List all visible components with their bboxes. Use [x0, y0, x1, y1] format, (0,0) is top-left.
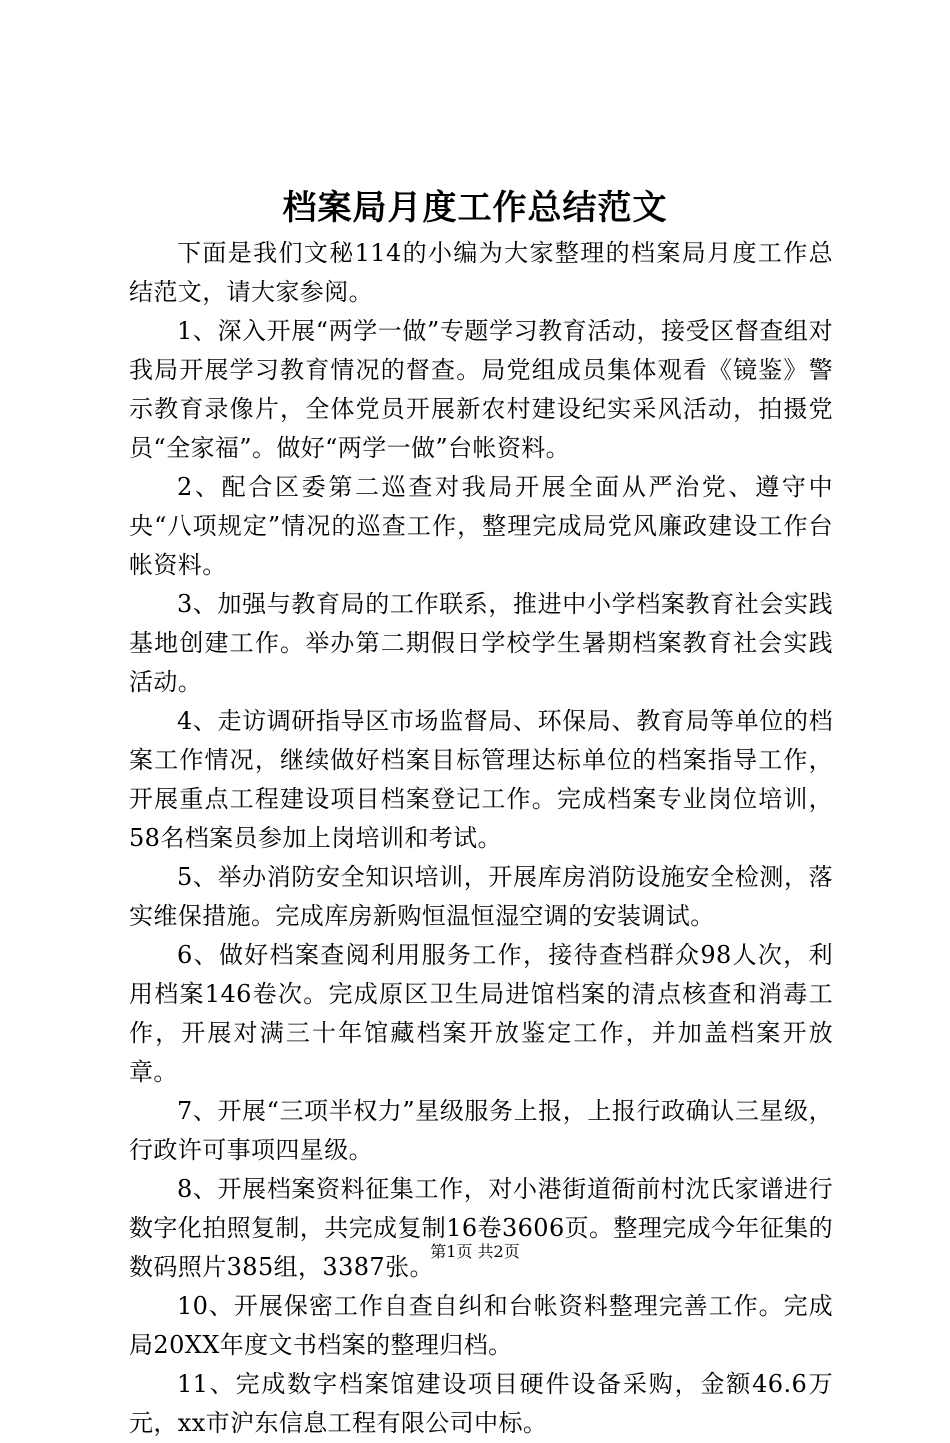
page-number-footer: 第1页 共2页 [430, 1242, 520, 1261]
paragraph-item-2: 2、配合区委第二巡查对我局开展全面从严治党、遵守中央“八项规定”情况的巡查工作，整理完成局党风廉政建设工作台帐资料。 [129, 473, 833, 579]
paragraph-item-3: 3、加强与教育局的工作联系，推进中小学档案教育社会实践基地创建工作。举办第二期假日学校学生暑期档案教育社会实践活动。 [129, 590, 833, 696]
paragraph-item-4: 4、走访调研指导区市场监督局、环保局、教育局等单位的档案工作情况，继续做好档案目标管理达标单位的档案指导工作，开展重点工程建设项目档案登记工作。完成档案专业岗位培训，58名档案员参加上岗培训和考试。 [129, 707, 833, 852]
page-title: 档案局月度工作总结范文 [282, 188, 668, 228]
paragraph-item-8: 8、开展档案资料征集工作，对小港街道衙前村沈氏家谱进行数字化拍照复制，共完成复制16卷3606页。整理完成今年征集的数码照片385组，3387张。 [129, 1175, 834, 1281]
paragraph-intro: 下面是我们文秘114的小编为大家整理的档案局月度工作总结范文，请大家参阅。 [129, 239, 833, 306]
paragraph-item-7: 7、开展“三项半权力”星级服务上报，上报行政确认三星级，行政许可事项四星级。 [129, 1097, 833, 1164]
paragraph-item-5: 5、举办消防安全知识培训，开展库房消防设施安全检测，落实维保措施。完成库房新购恒温恒湿空调的安装调试。 [129, 863, 833, 930]
paragraph-item-1: 1、深入开展“两学一做”专题学习教育活动，接受区督查组对我局开展学习教育情况的督查。局党组成员集体观看《镜鉴》警示教育录像片，全体党员开展新农村建设纪实采风活动，拍摄党员“全家福”。做好“两学一做”台帐资料。 [129, 317, 833, 462]
paragraph-item-10: 10、开展保密工作自查自纠和台帐资料整理完善工作。完成局20XX年度文书档案的整理归档。 [129, 1292, 833, 1359]
paragraph-item-11: 11、完成数字档案馆建设项目硬件设备采购，金额46.6万元，xx市沪东信息工程有限公司中标。 [129, 1370, 833, 1437]
paragraph-item-6: 6、做好档案查阅利用服务工作，接待查档群众98人次，利用档案146卷次。完成原区卫生局进馆档案的清点核查和消毒工作，开展对满三十年馆藏档案开放鉴定工作，并加盖档案开放章。 [129, 941, 833, 1086]
